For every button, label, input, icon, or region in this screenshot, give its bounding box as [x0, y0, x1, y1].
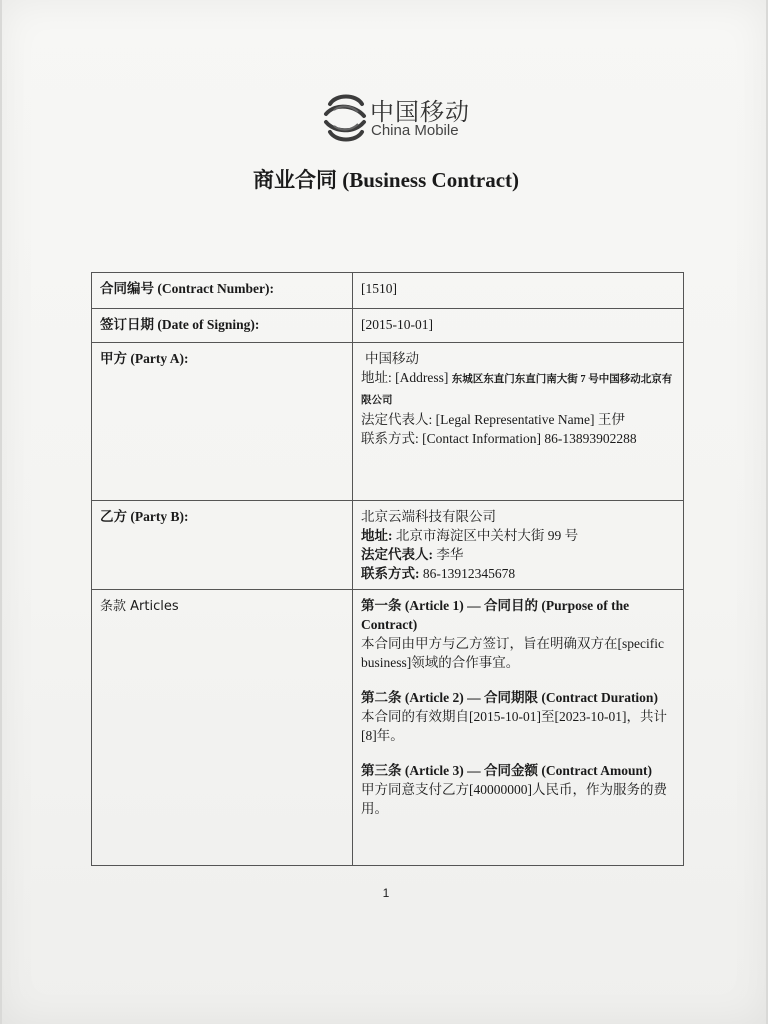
article-1-body: 本合同由甲方与乙方签订，旨在明确双方在[specific business]领域的合作事宜。: [361, 636, 664, 670]
document-page: [2, 0, 766, 1024]
article-1-heading: 第一条 (Article 1) — 合同目的 (Purpose of the Contract): [361, 598, 630, 632]
row-date-of-signing: [92, 309, 684, 343]
date-of-signing-label: 签订日期 (Date of Signing):: [92, 309, 353, 343]
row-party-a: [92, 343, 684, 501]
party-a-details: [353, 343, 684, 501]
article-2: [361, 688, 675, 745]
party-a-address-prefix: 地址: [Address]: [361, 370, 452, 385]
china-mobile-swirl-icon: [322, 90, 368, 146]
party-a-label: 甲方 (Party A):: [92, 343, 353, 501]
article-2-body: 本合同的有效期自[2015-10-01]至[2023-10-01]，共计[8]年。: [361, 709, 667, 743]
party-b-label: 乙方 (Party B):: [92, 501, 353, 590]
article-3-body: 甲方同意支付乙方[40000000]人民币，作为服务的费用。: [361, 782, 667, 816]
party-b-contact-value: 86-13912345678: [419, 566, 516, 581]
page-number: 1: [382, 886, 390, 900]
party-b-address-value: 北京市海淀区中关村大街 99 号: [392, 528, 579, 543]
party-b-contact-label: 联系方式:: [361, 566, 420, 581]
party-b-rep-value: 李华: [433, 547, 464, 562]
party-a-representative: 法定代表人: [Legal Representative Name] 王伊: [361, 412, 625, 427]
party-b-contact: [361, 564, 675, 583]
party-b-name: 北京云端科技有限公司: [361, 509, 496, 524]
contract-number-label: 合同编号 (Contract Number):: [92, 273, 353, 309]
articles-label: [92, 590, 353, 866]
contract-table: [91, 272, 684, 866]
article-3: [361, 761, 675, 818]
document-title: 商业合同 (Business Contract): [253, 168, 519, 192]
row-party-b: [92, 501, 684, 590]
contract-number-value: [1510]: [353, 273, 684, 309]
party-a-address-value: 东城区东直门东直门南大街 7 号中国移动北京有限公司: [361, 374, 673, 406]
party-b-details: [353, 501, 684, 590]
logo-english-text: China Mobile: [371, 122, 459, 139]
date-of-signing-value: [2015-10-01]: [353, 309, 684, 343]
china-mobile-logo: [322, 90, 470, 146]
article-2-heading: 第二条 (Article 2) — 合同期限 (Contract Duration): [361, 690, 658, 705]
party-b-address: [361, 526, 675, 545]
logo-chinese-text: 中国移动: [370, 98, 470, 126]
articles-content: [353, 590, 684, 866]
party-b-representative: [361, 545, 675, 564]
row-contract-number: [92, 273, 684, 309]
party-a-address: [361, 368, 675, 410]
party-a-contact: 联系方式: [Contact Information] 86-13893902288: [361, 431, 637, 446]
articles-label-text: 条款 Articles: [100, 599, 179, 614]
party-a-name: 中国移动: [365, 351, 419, 366]
row-articles: [92, 590, 684, 866]
party-b-address-label: 地址:: [361, 528, 393, 543]
article-3-heading: 第三条 (Article 3) — 合同金额 (Contract Amount): [361, 763, 652, 778]
article-1: [361, 596, 675, 672]
party-b-rep-label: 法定代表人:: [361, 547, 433, 562]
